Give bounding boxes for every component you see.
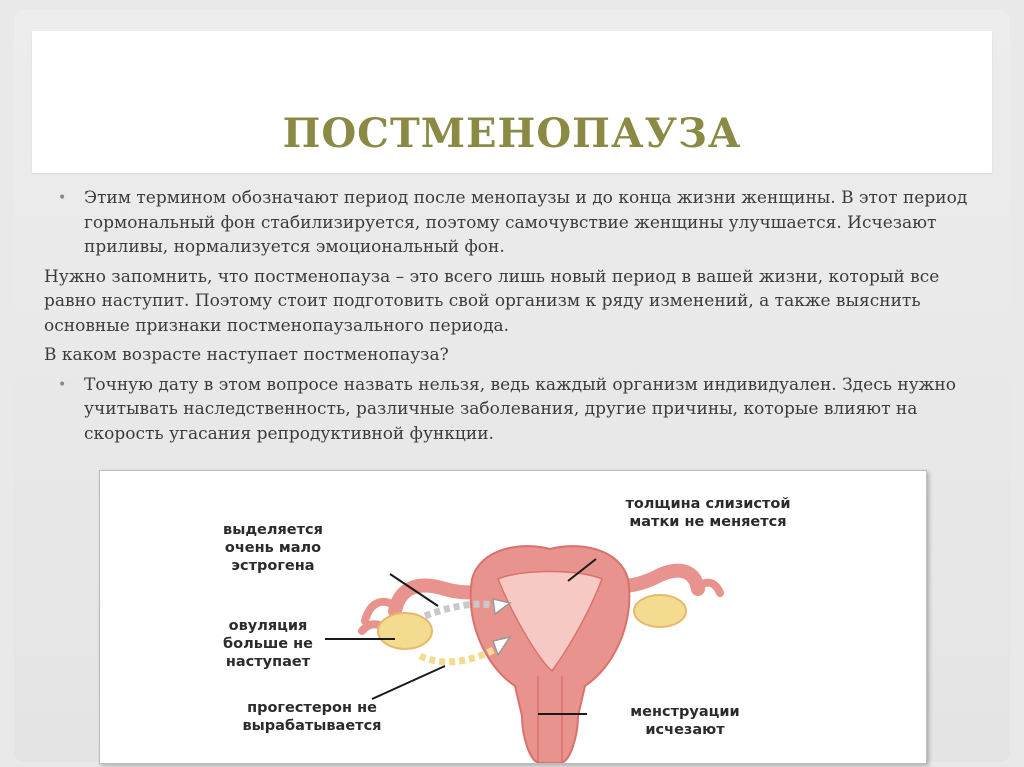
paragraph-2: В каком возрасте наступает постменопауза? xyxy=(44,345,449,365)
label-endometrium: толщина слизистой матки не меняется xyxy=(625,496,791,530)
bullet-icon: • xyxy=(58,190,67,206)
slide-title: ПОСТМЕНОПАУЗА xyxy=(282,110,742,157)
pointer-progesterone xyxy=(372,666,445,699)
bullet-text-1: Этим термином обозначают период после менопаузы и до конца жизни женщины. В этот период гормональный фон стабилизируется, поэтому самочувствие женщины улучшается. Исчезают приливы, нормализуется эмоциональный фон. xyxy=(84,188,968,257)
label-menstruation: менструации исчезают xyxy=(630,704,740,738)
paragraph-1: Нужно запомнить, что постменопауза – это всего лишь новый период в вашей жизни, который все равно наступит. Поэтому стоит подготовить свой организм к ряду изменений, а также выяснить основные признаки постменопаузального периода. xyxy=(44,266,940,336)
label-progesterone: прогестерон не вырабатывается xyxy=(242,700,382,734)
bullet-item xyxy=(44,373,984,447)
right-ovary xyxy=(634,595,686,627)
label-estrogen: выделяется очень мало эстрогена xyxy=(223,522,323,574)
uterus-diagram xyxy=(99,470,927,764)
title-box xyxy=(32,31,992,173)
slide-body xyxy=(44,186,984,451)
label-ovulation: овуляция больше не наступает xyxy=(222,618,313,670)
bullet-icon: • xyxy=(58,376,67,393)
left-ovary xyxy=(378,613,432,649)
bullet-text-2: Точную дату в этом вопросе назвать нельзя, ведь каждый организм индивидуален. Здесь нужно учитывать наследственность, различные заболевания, другие причины, которые влияют на скорость угасания репродуктивной функции. xyxy=(84,374,956,444)
bullet-item xyxy=(44,186,984,260)
